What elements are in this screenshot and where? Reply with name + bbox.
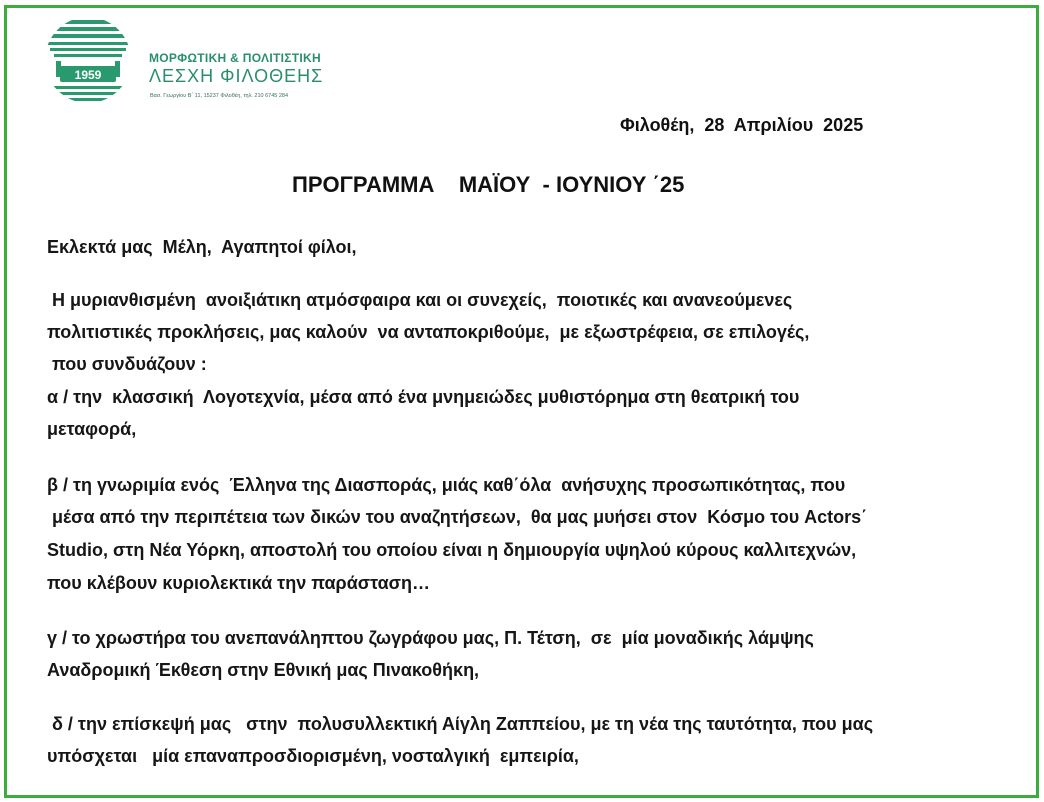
body-line: Studio, στη Νέα Υόρκη, αποστολή του οποίου είναι η δημιουργία υψηλού κύρους καλλιτεχνών, [47,540,857,560]
body-line: δ / την επίσκεψή μας στην πολυσυλλεκτική Αίγλη Ζαππείου, με τη νέα της ταυτότητα, που μας [47,714,874,734]
body-line: Η μυριανθισμένη ανοιξιάτικη ατμόσφαιρα και οι συνεχείς, ποιοτικές και ανανεούμενες [47,290,793,310]
body-line: μεταφορά, [47,419,137,439]
letter-date: Φιλοθέη, 28 Απριλίου 2025 [620,115,864,135]
greeting: Εκλεκτά μας Μέλη, Αγαπητοί φίλοι, [47,237,357,257]
club-logo-emblem [42,12,134,102]
body-line: που κλέβουν κυριολεκτικά την παράσταση… [47,573,430,593]
body-line: β / τη γνωριμία ενός Έλληνα της Διασποράς, μιάς καθ΄όλα ανήσυχης προσωπικότητας, που [47,475,846,495]
logo-address: Βασ. Γεωργίου Β΄ 11, 15237 Φιλοθέη, τηλ. 210 6745 284 [150,93,289,99]
body-line: που συνδυάζουν : [47,354,207,374]
body-line: α / την κλασσική Λογοτεχνία, μέσα από ένα μνημειώδες μυθιστόρημα στη θεατρική του [47,387,800,407]
body-line: Αναδρομική Έκθεση στην Εθνική μας Πινακοθήκη, [47,660,480,680]
body-line: γ / το χρωστήρα του ανεπανάληπτου ζωγράφου μας, Π. Τέτση, σε μία μοναδικής λάμψης [47,628,814,648]
body-line: υπόσχεται μία επαναπροσδιορισμένη, νοσταλγική εμπειρία, [47,746,579,766]
body-line: πολιτιστικές προκλήσεις, μας καλούν να ανταποκριθούμε, με εξωστρέφεια, σε επιλογές, [47,322,810,342]
logo-name: ΛΕΣΧΗ ΦΙΛΟΘΕΗΣ [149,66,324,86]
program-title: ΠΡΟΓΡΑΜΜΑ ΜΑΪΟΥ - ΙΟΥΝΙΟΥ ΄25 [292,172,685,197]
logo-year: 1959 [74,68,102,82]
body-line: μέσα από την περιπέτεια των δικών του αναζητήσεων, θα μας μυήσει στον Κόσμο του Actors΄ [47,507,868,527]
logo-title: ΜΟΡΦΩΤΙΚΗ & ΠΟΛΙΤΙΣΤΙΚΗ [149,51,321,65]
